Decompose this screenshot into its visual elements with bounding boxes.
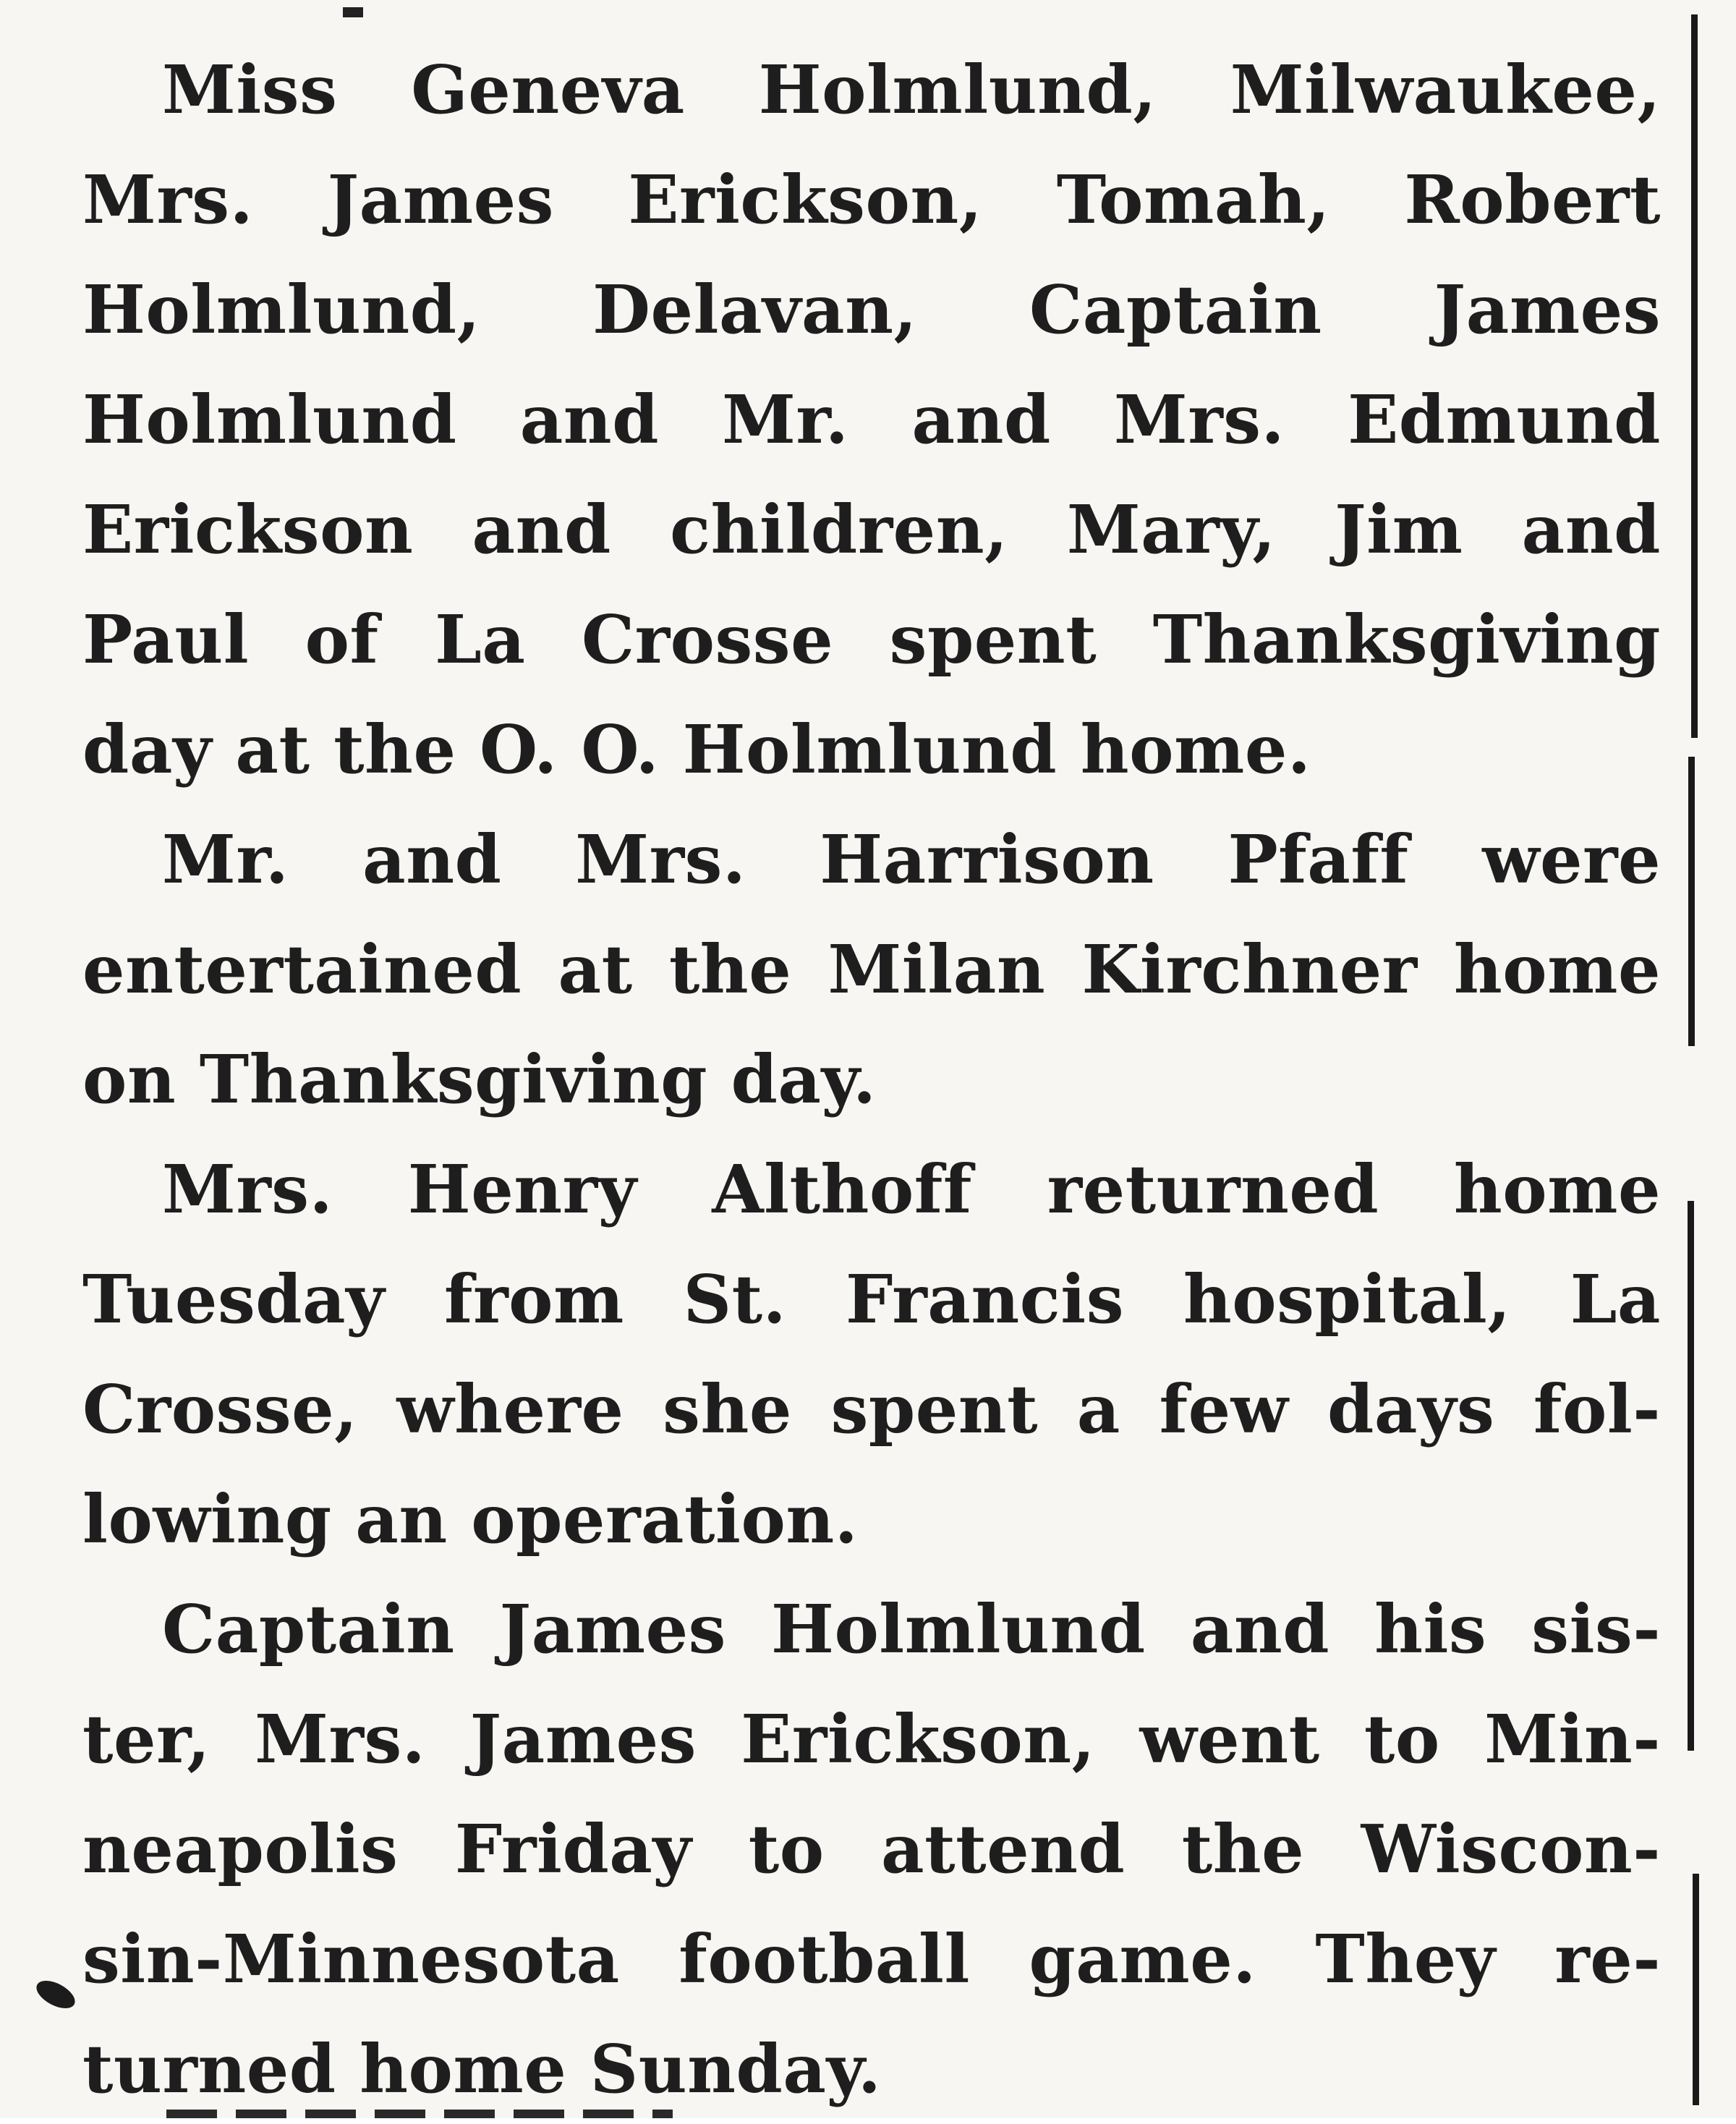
text-line: sin-Minnesota football game. They re- — [82, 1920, 1661, 1998]
ink-blot — [32, 1975, 79, 2014]
paragraph-football-trip — [82, 1574, 1661, 2124]
text-line: Holmlund and Mr. and Mrs. Edmund — [82, 381, 1661, 459]
text-line: Captain James Holmlund and his sis- — [162, 1590, 1661, 1668]
text-line: Paul of La Crosse spent Thanksgiving — [82, 600, 1661, 679]
social-news-column — [82, 35, 1661, 2124]
text-line: Mr. and Mrs. Harrison Pfaff were — [162, 820, 1661, 899]
column-rule — [1693, 1874, 1699, 2105]
text-line: entertained at the Milan Kirchner home — [82, 930, 1661, 1008]
text-line: ter, Mrs. James Erickson, went to Min- — [82, 1700, 1661, 1778]
text-line: lowing an operation. — [82, 1480, 859, 1558]
column-rule — [1688, 757, 1695, 1046]
cut-off-next-line — [166, 2102, 673, 2118]
text-line: neapolis Friday to attend the Wiscon- — [82, 1810, 1661, 1888]
text-line: day at the O. O. Holmlund home. — [82, 710, 1311, 789]
text-line: turned home Sunday. — [82, 2030, 882, 2108]
text-line: Mrs. James Erickson, Tomah, Robert — [82, 161, 1661, 239]
text-line: Miss Geneva Holmlund, Milwaukee, — [162, 51, 1661, 129]
paragraph-althoff — [82, 1134, 1661, 1574]
text-line: Mrs. Henry Althoff returned home — [162, 1150, 1661, 1228]
text-line: on Thanksgiving day. — [82, 1040, 877, 1118]
paragraph-pfaff — [82, 804, 1661, 1134]
print-mark — [343, 7, 363, 17]
text-line: Erickson and children, Mary, Jim and — [82, 490, 1661, 569]
text-line: Holmlund, Delavan, Captain James — [82, 271, 1661, 349]
column-rule — [1688, 1201, 1694, 1751]
paragraph-thanksgiving-guests — [82, 35, 1661, 804]
text-line: Tuesday from St. Francis hospital, La — [82, 1260, 1661, 1338]
column-rule — [1691, 14, 1698, 738]
text-line: Crosse, where she spent a few days fol- — [82, 1370, 1661, 1448]
